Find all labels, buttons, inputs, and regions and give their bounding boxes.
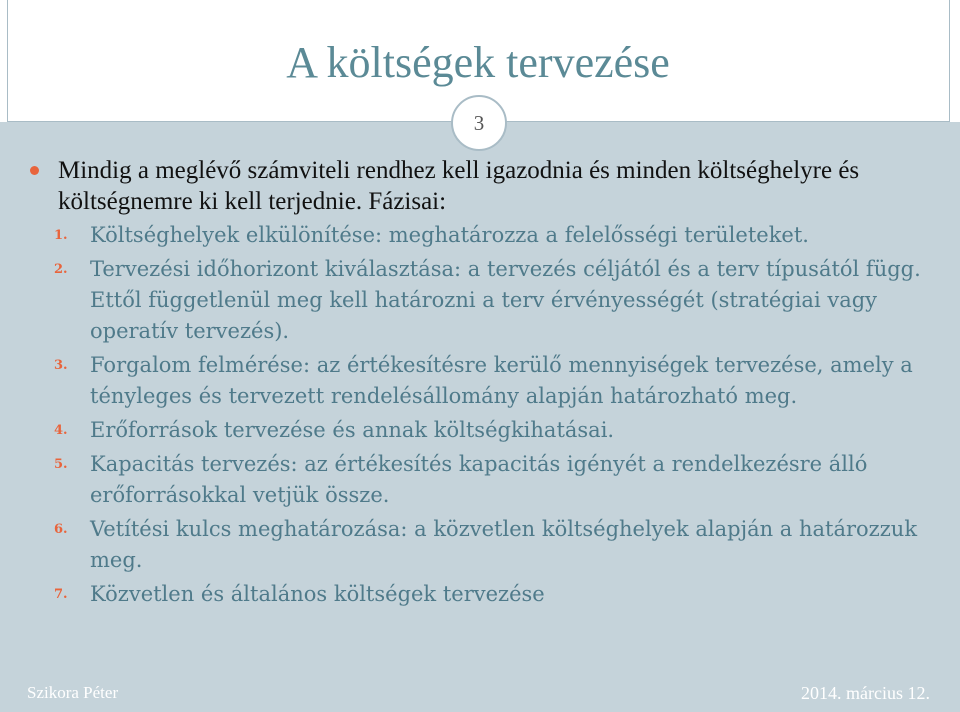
step-number: 6. [54,522,68,537]
step-text: Tervezési időhorizont kiválasztása: a tervezés céljától és a terv típusától függ. Ettől függetlenül meg kell határozni a terv érvényességét (stratégiai vagy operatív tervezés). [90,257,921,343]
list-item [30,350,940,412]
list-item [30,254,940,347]
step-text: Közvetlen és általános költségek tervezése [90,582,545,606]
step-text: Forgalom felmérése: az értékesítésre kerülő mennyiségek tervezése, amely a tényleges és tervezett rendelésállomány alapján határozható meg. [90,353,913,408]
footer-author: Szikora Péter [27,683,119,702]
slide-title: A költségek tervezése [286,38,670,87]
step-number: 1. [54,228,68,243]
list-item [30,514,940,576]
slide-number-badge: 3 [451,95,507,151]
phase-list [30,220,940,610]
step-number: 3. [54,358,68,373]
step-number: 4. [54,423,68,438]
step-number: 7. [54,587,68,602]
list-item [30,579,940,610]
intro-text: Mindig a meglévő számviteli rendhez kell igazodnia és minden költséghelyre és költségnemre ki kell terjednie. Fázisai: [58,157,860,215]
step-number: 2. [54,262,68,277]
step-text: Vetítési kulcs meghatározása: a közvetlen költséghelyek alapján a határozzuk meg. [90,517,918,572]
step-text: Költséghelyek elkülönítése: meghatározza a felelősségi területeket. [90,223,809,247]
step-text: Kapacitás tervezés: az értékesítés kapacitás igényét a rendelkezésre álló erőforrásokkal vetjük össze. [90,452,868,507]
footer-date: 2014. március 12. [801,683,930,703]
intro-bullet [30,155,940,217]
step-number: 5. [54,457,68,472]
list-item [30,220,940,251]
list-item [30,415,940,446]
list-item [30,449,940,511]
bullet-icon [30,166,39,175]
slide-content [30,155,940,613]
step-text: Erőforrások tervezése és annak költségkihatásai. [90,418,615,442]
